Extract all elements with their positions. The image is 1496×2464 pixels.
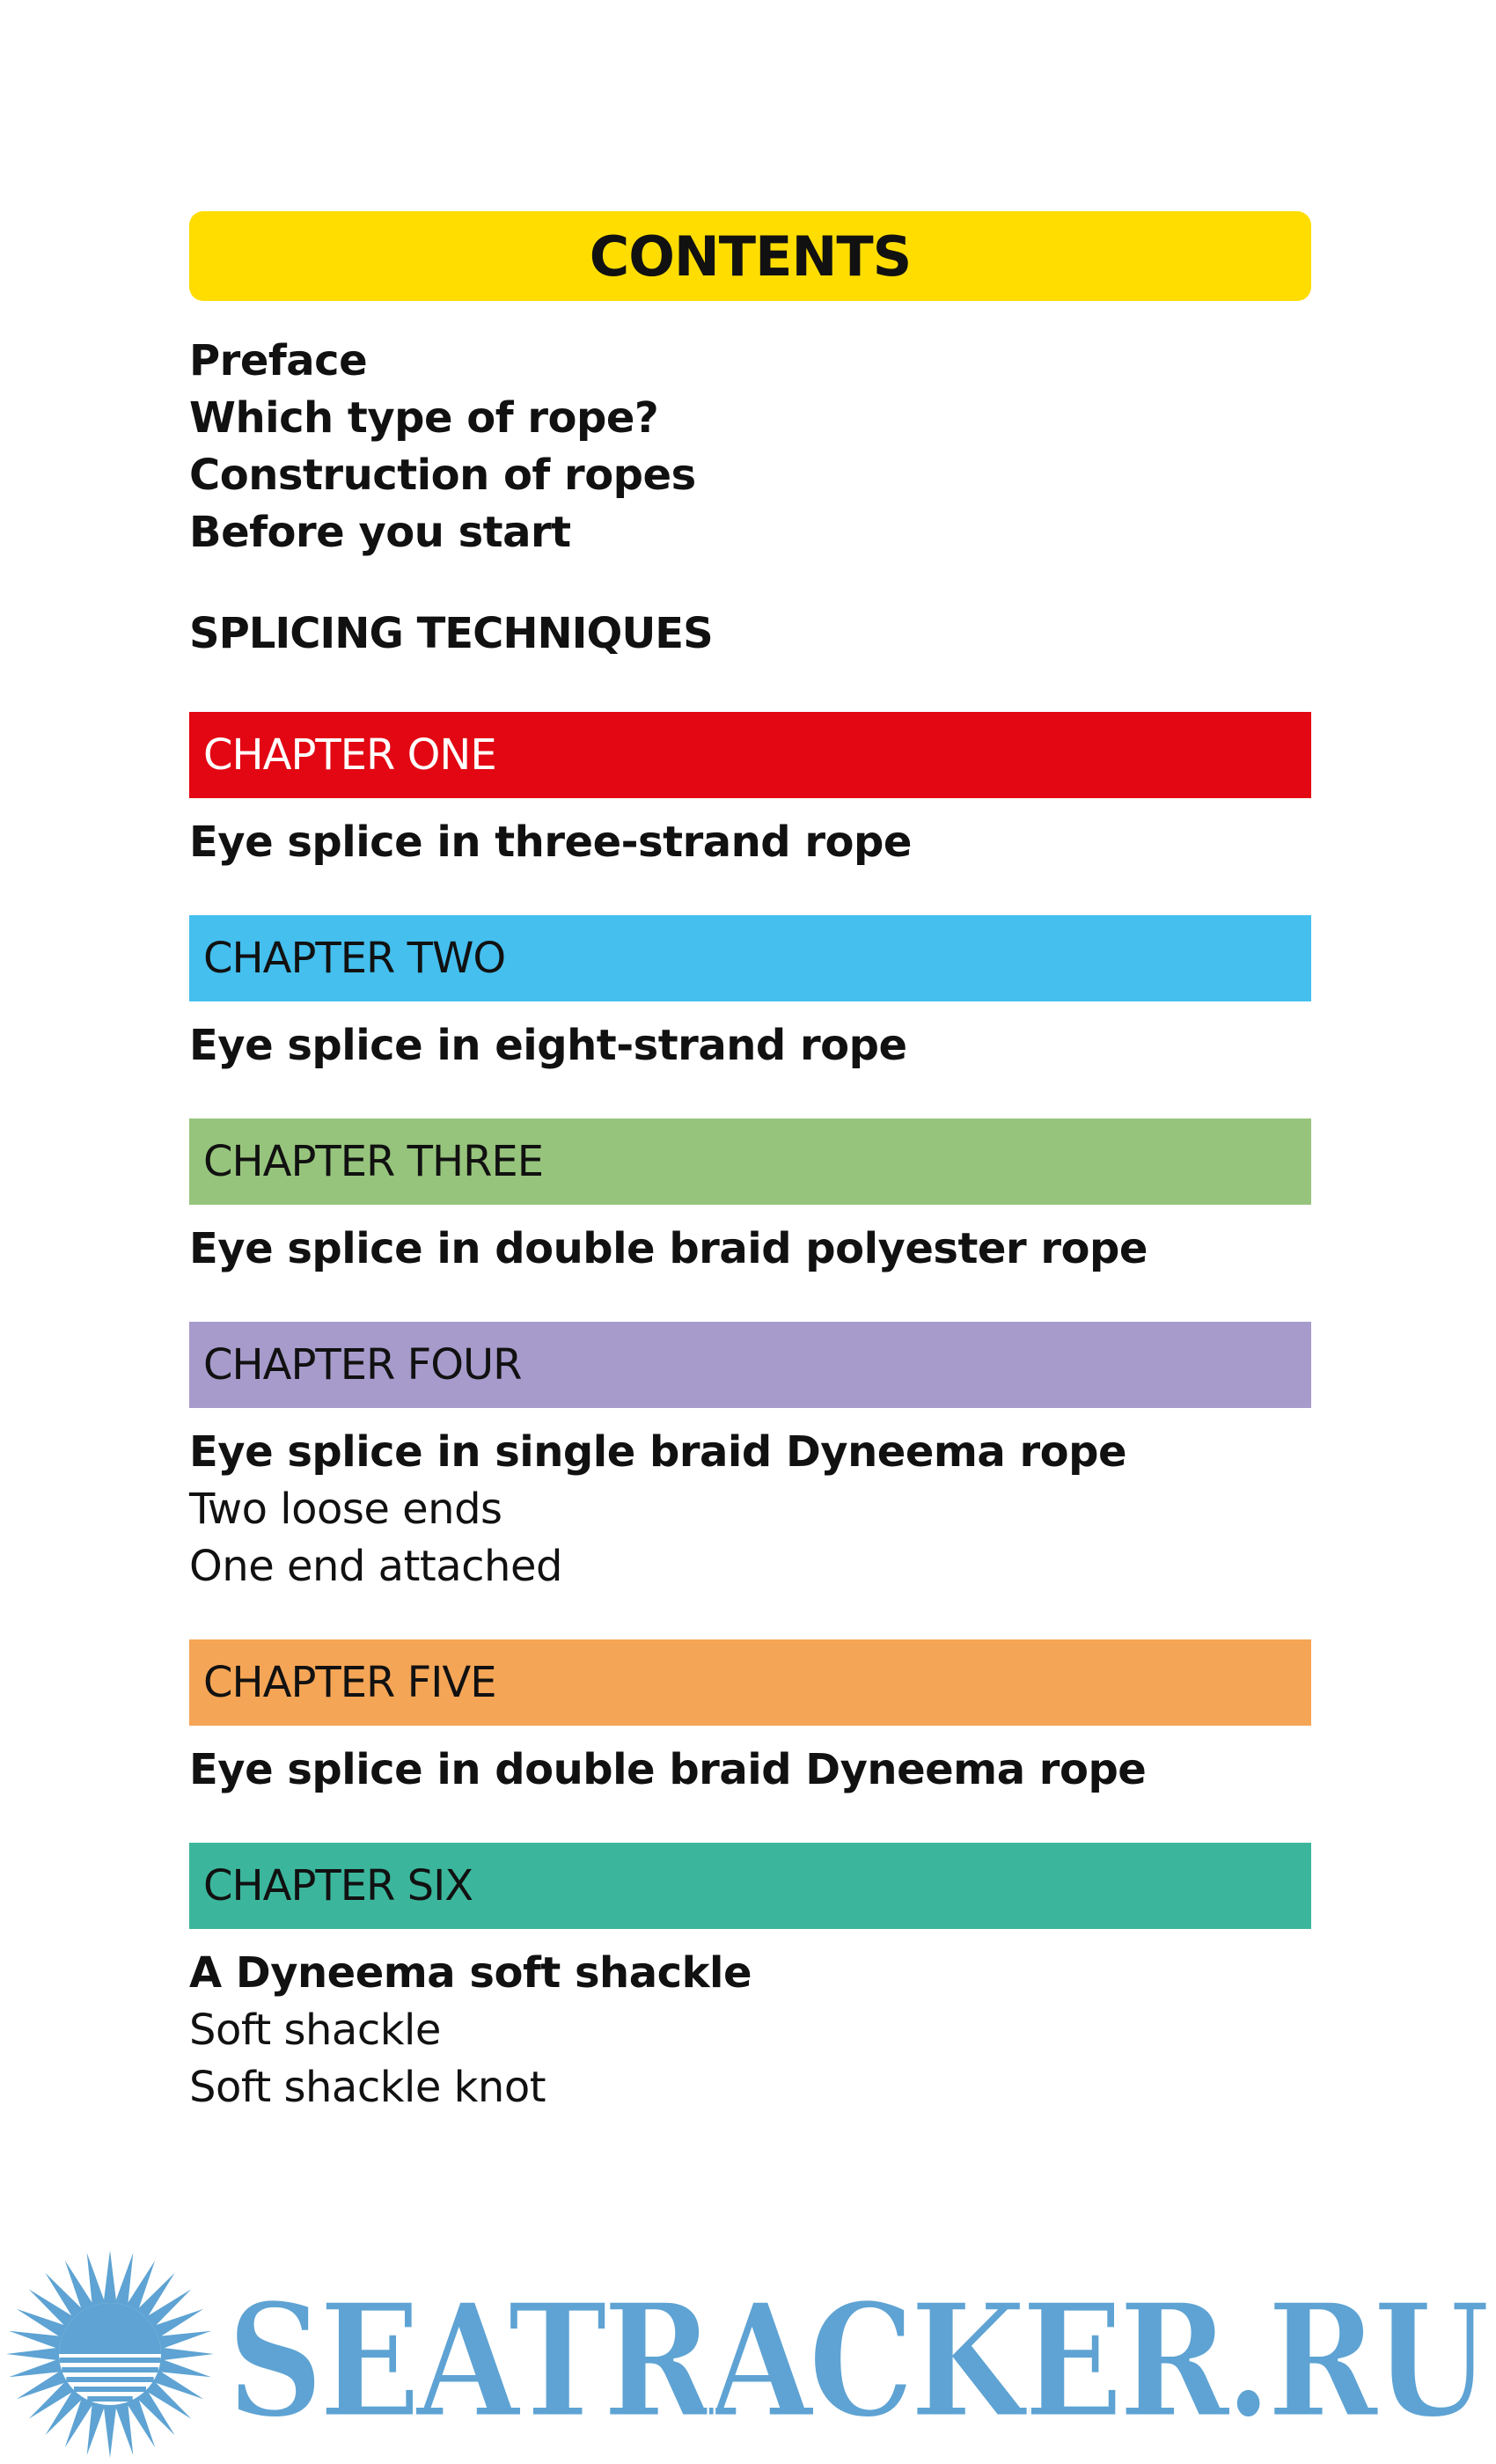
chapter-title[interactable]: Eye splice in three-strand rope <box>189 818 912 867</box>
sun-icon <box>6 2250 214 2458</box>
watermark-text: SEATRACKER.RU <box>227 2269 1488 2453</box>
chapter-title[interactable]: A Dyneema soft shackle <box>189 1948 752 1998</box>
chapter-3 <box>189 1118 1311 1278</box>
intro-item-construction[interactable]: Construction of ropes <box>189 451 696 500</box>
section-title: SPLICING TECHNIQUES <box>189 609 713 658</box>
chapter-6 <box>189 1843 1311 2116</box>
chapter-bar: CHAPTER THREE <box>189 1118 1311 1205</box>
chapter-title[interactable]: Eye splice in eight-strand rope <box>189 1021 907 1070</box>
chapter-bar: CHAPTER FIVE <box>189 1639 1311 1726</box>
intro-item-rope-type[interactable]: Which type of rope? <box>189 393 659 443</box>
chapter-5 <box>189 1639 1311 1799</box>
chapter-4 <box>189 1322 1311 1595</box>
table-of-contents <box>189 211 1311 2116</box>
chapter-bar: CHAPTER SIX <box>189 1843 1311 1929</box>
chapter-subitem[interactable]: One end attached <box>189 1542 562 1591</box>
chapter-1 <box>189 712 1311 871</box>
intro-item-before-start[interactable]: Before you start <box>189 508 571 557</box>
chapter-bar: CHAPTER TWO <box>189 915 1311 1001</box>
chapter-bar: CHAPTER FOUR <box>189 1322 1311 1408</box>
chapter-title[interactable]: Eye splice in double braid Dyneema rope <box>189 1745 1147 1794</box>
chapter-subitem[interactable]: Soft shackle <box>189 2006 441 2055</box>
watermark <box>0 2235 1496 2464</box>
chapter-bar: CHAPTER ONE <box>189 712 1311 798</box>
contents-banner: CONTENTS <box>189 211 1311 301</box>
chapter-subitem[interactable]: Two loose ends <box>189 1485 502 1534</box>
intro-list <box>189 333 1311 561</box>
intro-item-preface[interactable]: Preface <box>189 336 368 385</box>
chapter-subitem[interactable]: Soft shackle knot <box>189 2063 546 2112</box>
chapter-list <box>189 712 1311 2116</box>
chapter-2 <box>189 915 1311 1074</box>
chapter-title[interactable]: Eye splice in double braid polyester rope <box>189 1224 1148 1273</box>
chapter-title[interactable]: Eye splice in single braid Dyneema rope <box>189 1427 1127 1477</box>
